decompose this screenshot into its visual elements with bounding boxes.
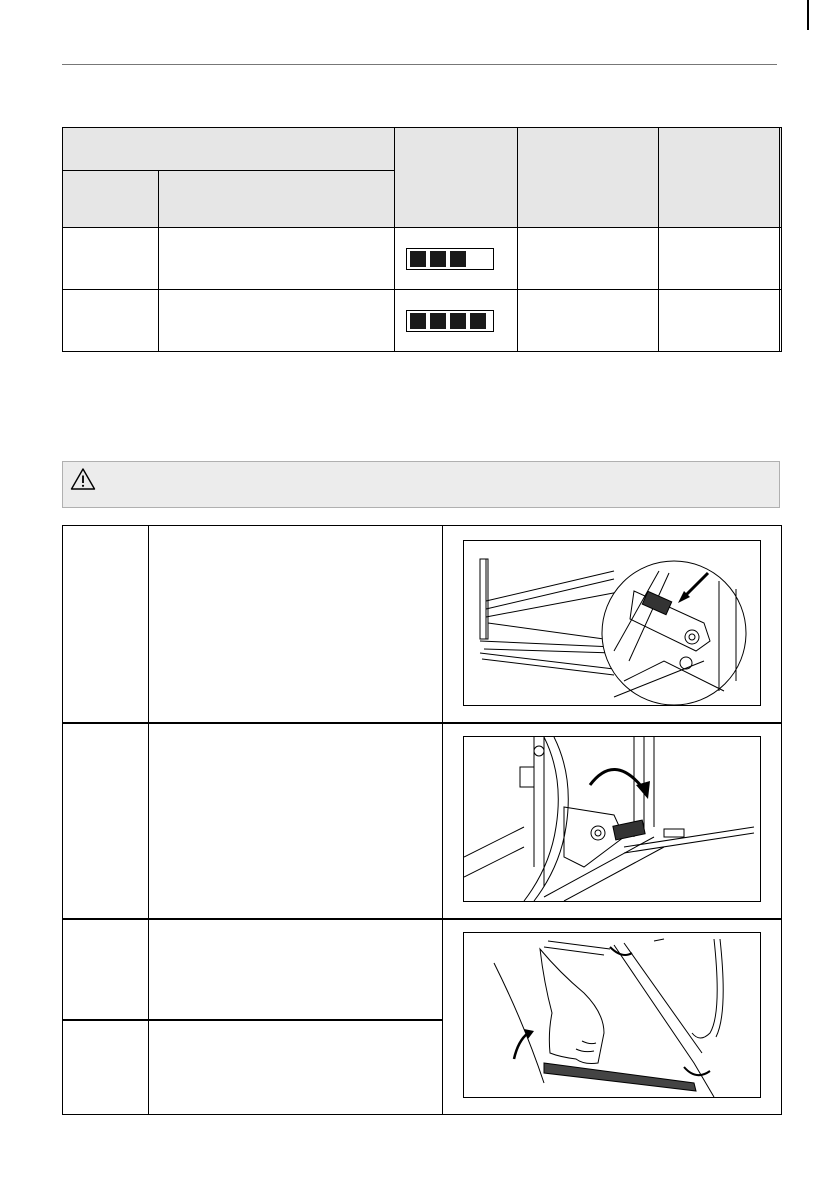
illustration-hinge-rotate [463,736,761,902]
door-lift-illustration [464,933,760,1097]
table-row [63,290,782,352]
illustration-hinge-lever [463,540,761,706]
header-cell-3 [517,128,658,228]
spec-table [62,127,782,352]
steps-table [62,525,782,1115]
hinge-rotate-illustration [464,737,760,901]
header-cell-5 [779,128,781,228]
header-rule [62,64,777,65]
level-indicator-4 [406,310,494,332]
level-cell [394,228,517,290]
warning-box [62,461,780,508]
level-cell [394,290,517,352]
header-cell-group [63,128,395,171]
header-cell-level [394,128,517,228]
hinge-lever-illustration [464,541,760,705]
table-row [63,228,782,290]
header-subcell-1 [63,171,159,228]
illustration-door-lift [463,932,761,1098]
header-subcell-2 [159,171,395,228]
level-indicator-3 [406,248,494,270]
warning-triangle-icon [70,467,96,491]
header-cell-4 [658,128,779,228]
page-edge-marker [807,0,809,30]
